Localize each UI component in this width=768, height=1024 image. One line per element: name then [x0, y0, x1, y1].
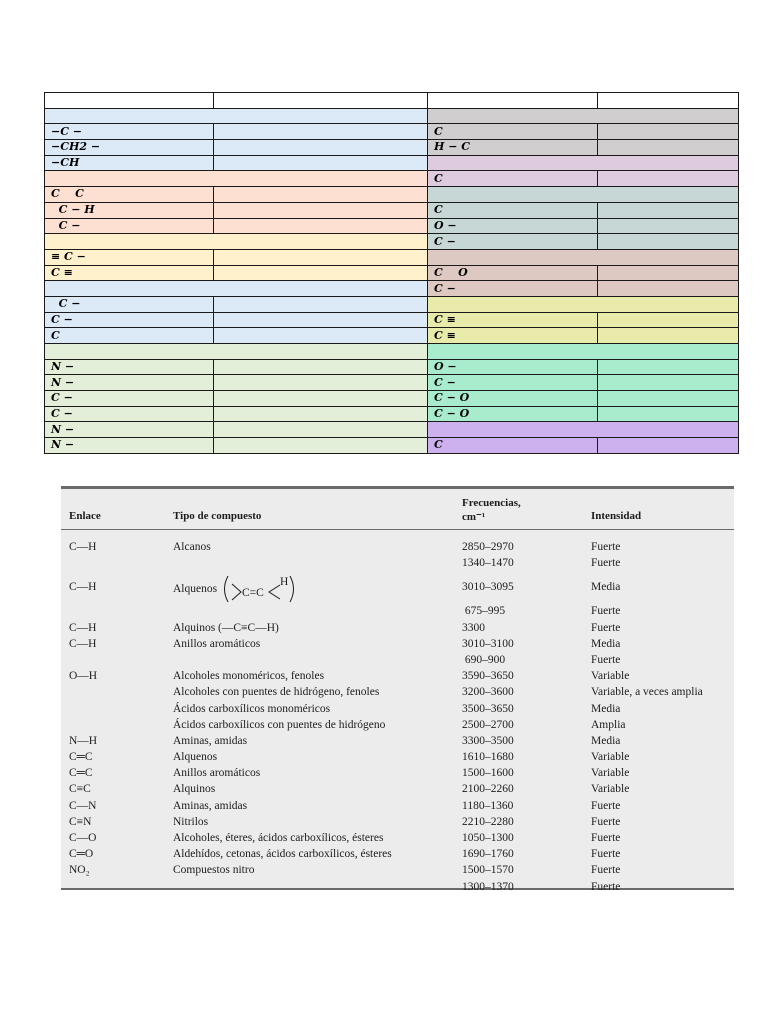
- header-frequency: Frecuencias,: [462, 497, 521, 509]
- compound-type-cell: [173, 573, 300, 605]
- worksheet-cell: C −: [45, 296, 214, 312]
- compound-type-cell: Alcoholes con puentes de hidrógeno, fenoles: [173, 686, 380, 699]
- worksheet-row: [45, 281, 739, 297]
- worksheet-cell: [598, 438, 739, 454]
- compound-type-cell: Anillos aromáticos: [173, 637, 261, 650]
- intensity-cell: Fuerte: [591, 832, 621, 844]
- intensity-cell: Fuerte: [591, 848, 621, 861]
- worksheet-row: [45, 265, 739, 281]
- worksheet-row: [45, 391, 739, 407]
- bond-cell: C≡C: [69, 783, 91, 796]
- worksheet-cell: C −: [45, 406, 214, 422]
- worksheet-cell: [214, 391, 428, 407]
- compound-type-cell: Alquinos: [173, 783, 216, 796]
- ir-table-row: [61, 573, 734, 605]
- compound-type-cell: Alquenos: [173, 751, 218, 764]
- worksheet-cell: [598, 359, 739, 375]
- ir-table-row: [61, 864, 734, 880]
- compound-type-cell: Aldehídos, cetonas, ácidos carboxílicos, ésteres: [173, 848, 392, 861]
- frequency-cell: 3010–3100: [462, 637, 514, 650]
- intensity-cell: Fuerte: [591, 605, 621, 618]
- worksheet-cell: [214, 93, 428, 109]
- worksheet-body: [45, 93, 739, 454]
- intensity-cell: Fuerte: [591, 541, 621, 553]
- ir-table-row: [61, 848, 734, 864]
- worksheet-cell: C −: [428, 234, 598, 250]
- worksheet-row: [45, 93, 739, 109]
- intensity-cell: Media: [591, 702, 621, 715]
- worksheet-cell: [428, 108, 739, 124]
- worksheet-cell: C: [428, 438, 598, 454]
- ir-table-row: [61, 832, 734, 848]
- worksheet-cell: [598, 281, 739, 297]
- ir-table-row: [61, 816, 734, 832]
- intensity-cell: Variable: [591, 767, 630, 780]
- worksheet-cell: C ≡: [45, 265, 214, 281]
- alkene-hydrogen: H: [280, 576, 289, 589]
- frequency-cell: 1050–1300: [462, 832, 514, 844]
- bond-cell: C═C: [69, 767, 93, 780]
- ir-table-row: [61, 767, 734, 783]
- intensity-cell: Fuerte: [591, 799, 621, 812]
- worksheet-cell: C: [428, 202, 598, 218]
- ir-table-row: [61, 783, 734, 799]
- worksheet-cell: [428, 344, 739, 360]
- frequency-cell: 675–995: [462, 605, 506, 618]
- worksheet-cell: [214, 140, 428, 156]
- alkene-structure-icon: [220, 573, 300, 605]
- frequency-cell: 3300: [462, 621, 485, 634]
- compound-type-cell: Aminas, amidas: [173, 734, 248, 747]
- worksheet-cell: [428, 249, 739, 265]
- compound-type-cell: Ácidos carboxílicos monoméricos: [173, 702, 331, 715]
- worksheet-cell: [598, 218, 739, 234]
- compound-type-cell: Alquinos (—C≡C—H): [173, 621, 279, 634]
- worksheet-cell: [598, 234, 739, 250]
- worksheet-row: [45, 202, 739, 218]
- worksheet-cell: O −: [428, 218, 598, 234]
- worksheet-row: [45, 249, 739, 265]
- worksheet-cell: [598, 124, 739, 140]
- frequency-cell: 1610–1680: [462, 751, 514, 764]
- intensity-cell: Variable: [591, 751, 630, 764]
- ir-table-row: [61, 541, 734, 557]
- worksheet-cell: [214, 155, 428, 171]
- worksheet-cell: [598, 391, 739, 407]
- worksheet-cell: [214, 218, 428, 234]
- compound-type-cell: Anillos aromáticos: [173, 767, 261, 780]
- worksheet-cell: [214, 359, 428, 375]
- ir-table-row: [61, 703, 734, 719]
- frequency-cell: 3200–3600: [462, 686, 514, 699]
- worksheet-cell: [598, 140, 739, 156]
- ir-table-rows: [61, 541, 734, 897]
- frequency-cell: 1340–1470: [462, 557, 514, 570]
- ir-table-row: [61, 751, 734, 767]
- worksheet-cell: C − O: [428, 406, 598, 422]
- worksheet-row: [45, 296, 739, 312]
- worksheet-row: [45, 438, 739, 454]
- bond-cell: C—N: [69, 799, 97, 812]
- worksheet-cell: C ≡: [428, 312, 598, 328]
- frequency-cell: 1300–1370: [462, 880, 514, 893]
- intensity-cell: Media: [591, 734, 621, 747]
- worksheet-cell: [598, 328, 739, 344]
- intensity-cell: Variable: [591, 783, 630, 796]
- worksheet-cell: N −: [45, 375, 214, 391]
- worksheet-cell: N −: [45, 438, 214, 454]
- worksheet-cell: [428, 187, 739, 203]
- ir-table-row: [61, 719, 734, 735]
- bond-cell: C—O: [69, 832, 97, 844]
- worksheet-row: [45, 422, 739, 438]
- worksheet-row: [45, 234, 739, 250]
- worksheet-row: [45, 187, 739, 203]
- bond-cell: C—H: [69, 637, 97, 650]
- frequency-cell: 1500–1600: [462, 767, 514, 780]
- worksheet-row: [45, 218, 739, 234]
- intensity-cell: Variable: [591, 670, 630, 683]
- frequency-cell: 3590–3650: [462, 670, 514, 683]
- header-compound-type: Tipo de compuesto: [173, 510, 262, 522]
- worksheet-cell: C C: [45, 187, 214, 203]
- frequency-cell: 1690–1760: [462, 848, 514, 861]
- bond-cell: N—H: [69, 734, 98, 747]
- worksheet-cell: [428, 155, 739, 171]
- intensity-cell: Fuerte: [591, 815, 621, 828]
- intensity-cell: Media: [591, 581, 621, 594]
- worksheet-cell: [598, 375, 739, 391]
- worksheet-cell: [598, 202, 739, 218]
- ir-table-row: [61, 881, 734, 897]
- header-intensity: Intensidad: [591, 510, 642, 522]
- bond-cell: O—H: [69, 670, 98, 683]
- worksheet-cell: O −: [428, 359, 598, 375]
- frequency-cell: 3010–3095: [462, 581, 514, 594]
- frequency-cell: 3500–3650: [462, 702, 514, 715]
- ir-table-header: [61, 489, 734, 530]
- worksheet-cell: [214, 249, 428, 265]
- worksheet-cell: [45, 171, 428, 187]
- worksheet-cell: [428, 296, 739, 312]
- compound-type-cell: Alcoholes monoméricos, fenoles: [173, 670, 325, 683]
- worksheet-cell: [598, 406, 739, 422]
- intensity-cell: Amplia: [591, 718, 626, 731]
- worksheet-cell: [214, 296, 428, 312]
- compound-type-cell: Compuestos nitro: [173, 864, 255, 877]
- worksheet-cell: N −: [45, 359, 214, 375]
- worksheet-cell: −CH: [45, 155, 214, 171]
- worksheet-cell: −C −: [45, 124, 214, 140]
- worksheet-table: [44, 92, 739, 454]
- intensity-cell: Fuerte: [591, 557, 621, 570]
- worksheet-row: [45, 406, 739, 422]
- worksheet-row: [45, 140, 739, 156]
- worksheet-cell: [214, 202, 428, 218]
- worksheet-cell: C: [45, 328, 214, 344]
- worksheet-cell: [45, 93, 214, 109]
- worksheet-cell: [45, 234, 428, 250]
- worksheet-row: [45, 359, 739, 375]
- ir-table-row: [61, 557, 734, 573]
- worksheet-cell: C −: [428, 375, 598, 391]
- intensity-cell: Fuerte: [591, 880, 621, 893]
- intensity-cell: Fuerte: [591, 653, 621, 666]
- worksheet-cell: [214, 438, 428, 454]
- worksheet-row: [45, 312, 739, 328]
- intensity-cell: Fuerte: [591, 864, 621, 877]
- ir-table-row: [61, 670, 734, 686]
- worksheet-row: [45, 155, 739, 171]
- worksheet-row: [45, 344, 739, 360]
- worksheet-cell: [214, 265, 428, 281]
- compound-type-cell: Ácidos carboxílicos con puentes de hidrógeno: [173, 718, 386, 731]
- bond-cell: C—H: [69, 541, 97, 553]
- worksheet-cell: [598, 93, 739, 109]
- bond-cell: C═O: [69, 848, 94, 861]
- worksheet-cell: C: [428, 171, 598, 187]
- worksheet-row: [45, 171, 739, 187]
- compound-type-label: Alquenos: [173, 583, 218, 596]
- worksheet-cell: [214, 187, 428, 203]
- worksheet-cell: [45, 108, 428, 124]
- bond-cell: C—H: [69, 581, 97, 594]
- worksheet-cell: [214, 375, 428, 391]
- ir-table-row: [61, 686, 734, 702]
- worksheet-cell: [214, 328, 428, 344]
- ir-table-row: [61, 735, 734, 751]
- bond-cell: C≡N: [69, 815, 92, 828]
- worksheet-cell: N −: [45, 422, 214, 438]
- worksheet-cell: C − O: [428, 391, 598, 407]
- worksheet-cell: [428, 422, 739, 438]
- compound-type-cell: Alcoholes, éteres, ácidos carboxílicos, ésteres: [173, 832, 384, 844]
- intensity-cell: Media: [591, 637, 621, 650]
- alkene-formula: C=C: [242, 587, 264, 600]
- compound-type-cell: Aminas, amidas: [173, 799, 248, 812]
- intensity-cell: Variable, a veces amplia: [591, 686, 703, 699]
- compound-type-cell: Alcanos: [173, 541, 211, 553]
- bond-cell: C—H: [69, 621, 97, 634]
- worksheet-cell: [598, 171, 739, 187]
- worksheet-cell: [214, 422, 428, 438]
- worksheet-cell: C −: [45, 218, 214, 234]
- worksheet-cell: [598, 265, 739, 281]
- worksheet-row: [45, 375, 739, 391]
- worksheet-cell: C: [428, 124, 598, 140]
- frequency-cell: 1180–1360: [462, 799, 514, 812]
- worksheet-row: [45, 328, 739, 344]
- frequency-cell: 2100–2260: [462, 783, 514, 796]
- worksheet-cell: [214, 406, 428, 422]
- worksheet-cell: C O: [428, 265, 598, 281]
- ir-frequency-table: [61, 486, 734, 893]
- worksheet-cell: −CH2 −: [45, 140, 214, 156]
- worksheet-cell: [45, 344, 428, 360]
- ir-table-row: [61, 622, 734, 638]
- frequency-cell: 3300–3500: [462, 734, 514, 747]
- worksheet-cell: [45, 281, 428, 297]
- ir-table-row: [61, 800, 734, 816]
- frequency-cell: 2210–2280: [462, 815, 514, 828]
- worksheet-cell: [598, 312, 739, 328]
- worksheet-cell: C −: [45, 312, 214, 328]
- worksheet-cell: [214, 124, 428, 140]
- worksheet-cell: ≡ C −: [45, 249, 214, 265]
- header-bond: Enlace: [69, 510, 101, 522]
- worksheet-cell: C −: [428, 281, 598, 297]
- bond-cell: C═C: [69, 751, 93, 764]
- ir-table-row: [61, 605, 734, 621]
- worksheet-cell: C − H: [45, 202, 214, 218]
- frequency-cell: 690–900: [462, 653, 506, 666]
- worksheet-row: [45, 124, 739, 140]
- worksheet-cell: H − C: [428, 140, 598, 156]
- ir-table-row: [61, 638, 734, 654]
- intensity-cell: Fuerte: [591, 621, 621, 634]
- bond-cell: NO₂: [69, 864, 90, 877]
- frequency-cell: 1500–1570: [462, 864, 514, 877]
- compound-type-cell: Nitrilos: [173, 815, 209, 828]
- worksheet-cell: [214, 312, 428, 328]
- header-frequency-unit: cm⁻¹: [462, 511, 486, 523]
- worksheet-cell: [428, 93, 598, 109]
- frequency-cell: 2850–2970: [462, 541, 514, 553]
- worksheet-row: [45, 108, 739, 124]
- worksheet-cell: C −: [45, 391, 214, 407]
- frequency-cell: 2500–2700: [462, 718, 514, 731]
- worksheet-cell: C ≡: [428, 328, 598, 344]
- ir-table-row: [61, 654, 734, 670]
